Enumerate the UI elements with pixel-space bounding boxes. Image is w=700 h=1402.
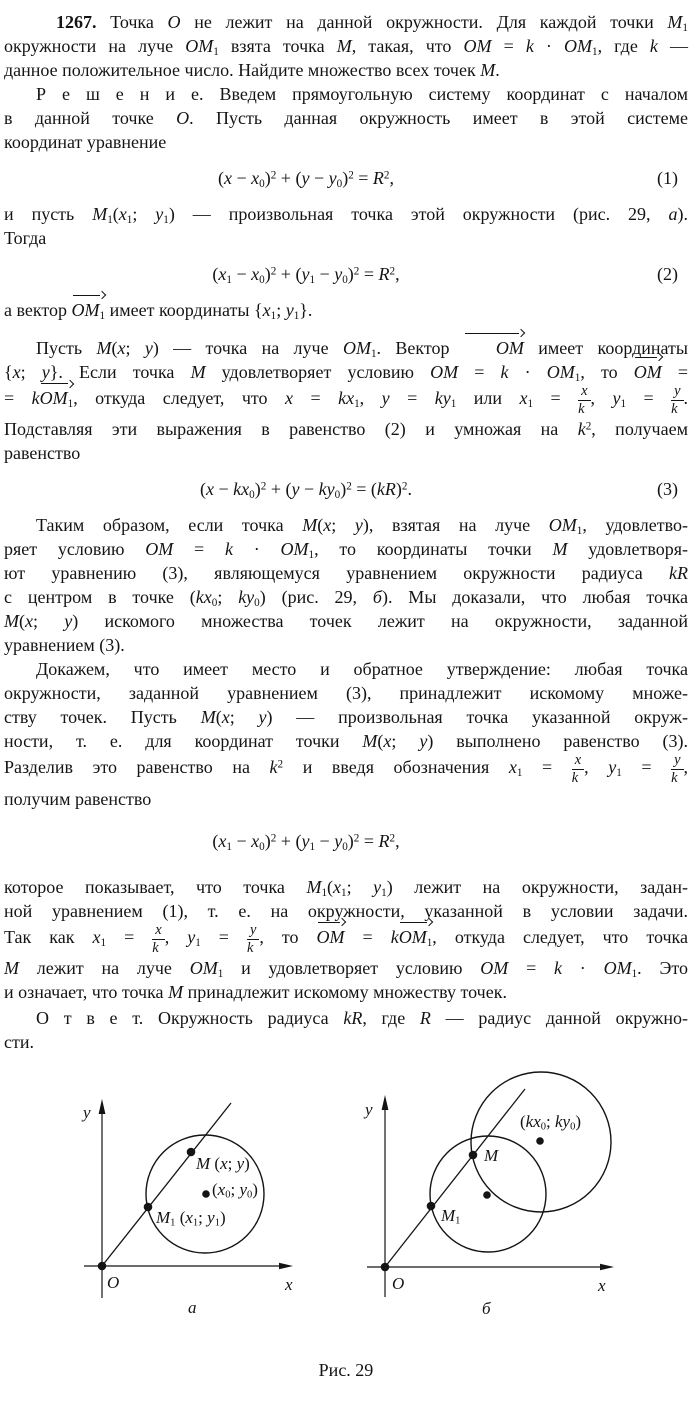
fig-a-point-m1-dot — [144, 1203, 152, 1211]
equation-3-number: (3) — [657, 479, 678, 500]
fig-a-point-m-dot — [187, 1148, 195, 1156]
fig-b-large-center-dot — [537, 1137, 544, 1144]
fig-a-y-axis-label: y — [83, 1102, 91, 1122]
fig-a-y-axis-arrow-icon — [99, 1099, 106, 1114]
fig-a-origin-dot — [98, 1262, 106, 1270]
equation-3-formula: $(x - kx_0)^2 + (y - ky_0)^2 = (kR)^2$. — [200, 479, 412, 502]
equation-3 — [4, 477, 688, 501]
fig-b-y-axis-label: y — [365, 1099, 373, 1119]
para-let-m: Пусть M(x; y) — точка на луче $OM_1$. Вектор OM имеет координаты {x; y}. Если точка M удовлетворяет условию OM = $k \cdot OM_1$, то OM = = kOM$_1$, откуда следует, что $x = kx_1$, $y = ky_1$ или $x_1$ = $\frac{x}{k}$ , $y_1$ = $\frac{y}{k}$ . Подставляя эти выражения в равенство (2) и умножая на $k^2$, получаем равенство — [4, 338, 689, 464]
fig-b-point-m-dot — [469, 1151, 477, 1159]
figure-caption: Рис. 29 — [318, 1359, 374, 1380]
answer: О т в е т. Окружность радиуса kR, где R — радиус данной окружно- сти. — [4, 1007, 688, 1052]
fig-b-small-center-dot — [484, 1191, 491, 1198]
fig-a-sublabel: а — [188, 1297, 197, 1317]
fig-b-ray — [385, 1089, 525, 1267]
fig-a-center-dot — [203, 1190, 210, 1197]
fig-a-x-axis-arrow-icon — [279, 1262, 293, 1269]
fig-b-point-m1-dot — [427, 1202, 435, 1210]
problem-statement: 1267. Точка O не лежит на данной окружности. Для каждой точки $M_1$ окружности на луче $OM_1$ взята точка M, такая, что OM = $k \cdot OM_1$, где k — данное положительное число. Найдите множество всех точек M. — [4, 12, 689, 80]
para-converse: Докажем, что имеет место и обратное утверждение: любая точка окружности, заданной уравнением (3), принадлежит искомому множе- ству точек. Пусть M(x; y) — произвольная точка указанной окруж- ности, т. е. для координат точки M(x; y) выполнено равенство (3). Разделив это равенство на $k^2$ и введя обозначения $x_1$ = $\frac{x}{k}$ , $y_1$ = $\frac{y}{k}$ , получим равенство — [4, 659, 688, 809]
fig-b-center-label: ($kx_0$; $ky_0$) — [520, 1111, 582, 1133]
fig-b-point-m-label: M — [484, 1145, 499, 1165]
fig-a-point-m1-label: $M_1$ ($x_1$; $y_1$) — [156, 1207, 226, 1229]
para-let-m1: и пусть $M_1(x_1$; $y_1$) — произвольная точка этой окружности (рис. 29, а). Тогда — [4, 204, 688, 248]
figure-29a-drawing — [52, 1084, 312, 1324]
para-vector-om1: а вектор $OM_1$ имеет координаты {$x_1$; $y_1$}. — [4, 300, 313, 322]
para-which-shows: которое показывает, что точка $M_1(x_1$; $y_1$) лежит на окружности, задан- ной уравнением (1), т. е. на окружности, указанной в условии задачи. Так как $x_1$ = $\frac{x}{k}$ , $y_1$ = $\frac{y}{k}$ , то OM = kOM$_1$, откуда следует, что точка M лежит на луче $OM_1$ и удовлетворяет условию OM = $k \cdot OM_1$. Это и означает, что точка M принадлежит искомому множеству точек. — [4, 876, 688, 1002]
fig-a-origin-label: O — [107, 1272, 120, 1292]
fig-b-x-axis-arrow-icon — [600, 1263, 614, 1270]
fig-b-sublabel: б — [482, 1298, 491, 1318]
solution-intro: Р е ш е н и е. Введем прямоугольную систему координат с началом в данной точке O. Пусть данная окружность имеет в этой системе координат уравнение — [4, 84, 688, 152]
figure-29a — [52, 1084, 352, 1329]
equation-1-number: (1) — [657, 168, 678, 188]
fig-b-y-axis-arrow-icon — [382, 1095, 389, 1110]
equation-2-number: (2) — [657, 264, 678, 284]
figure-29 — [4, 1070, 688, 1332]
fig-a-point-m-label: M (x; y) — [196, 1153, 250, 1173]
fig-a-center-label: ($x_0$; $y_0$) — [212, 1179, 258, 1201]
equation-unnumbered — [4, 829, 688, 853]
equation-unnumbered-formula: $(x_1 - x_0)^2 + (y_1 - y_0)^2 = R^2$, — [212, 830, 400, 853]
equation-1-formula: $(x - x_0)^2 + (y - y_0)^2 = R^2$, — [217, 168, 394, 190]
fig-a-x-axis-label: x — [285, 1274, 293, 1294]
equation-2-formula: $(x_1 - x_0)^2 + (y_1 - y_0)^2 = R^2$, — [212, 264, 400, 286]
para-thus: Таким образом, если точка M(x; y), взятая на луче $OM_1$, удовлетво- ряет условию OM = $k \cdot OM_1$, то координаты точки M удовлетворя- ют уравнению (3), являющемуся уравнением окружности радиуса kR с центром в точке ($kx_0$; $ky_0$) (рис. 29, б). Мы доказали, что любая точка M(x; y) искомого множества точек лежит на окружности, заданной уравнением (3). — [4, 515, 689, 656]
fig-b-origin-label: O — [392, 1273, 405, 1293]
fig-b-origin-dot — [381, 1263, 389, 1271]
equation-2 — [4, 262, 688, 286]
figure-29b — [362, 1070, 692, 1328]
fig-b-point-m1-label: $M_1$ — [441, 1205, 461, 1227]
fig-b-x-axis-label: x — [598, 1275, 606, 1295]
equation-1 — [4, 166, 688, 190]
